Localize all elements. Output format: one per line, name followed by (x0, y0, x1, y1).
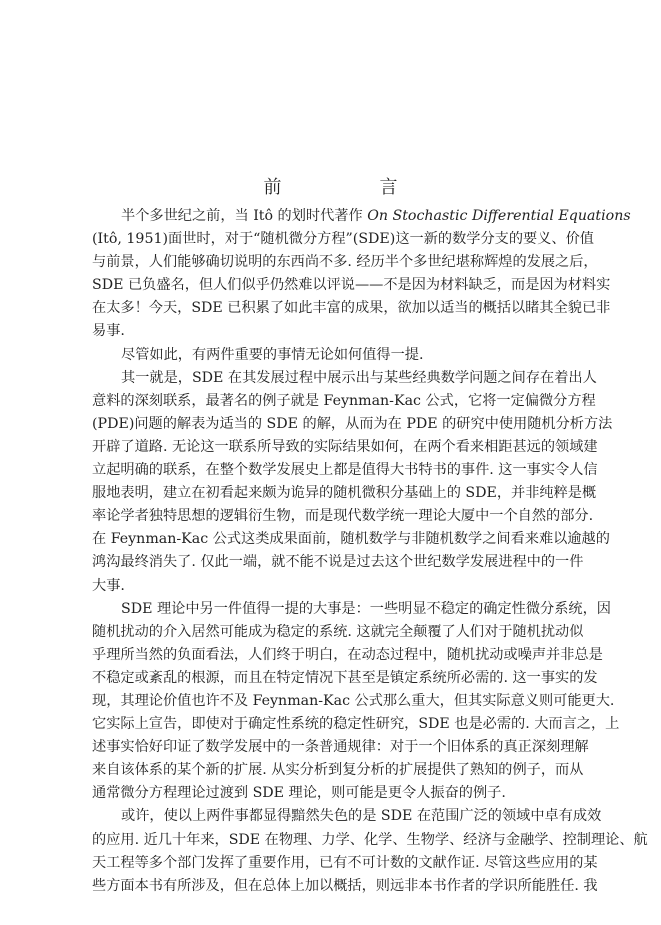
text-line: 尽管如此，有两件重要的事情无论如何值得一提. (121, 346, 424, 363)
text-line: 大事. (92, 577, 125, 594)
text-line: 乎理所当然的负面看法，人们终于明白，在动态过程中，随机扰动或噪声并非总是 (92, 646, 603, 663)
text-line: 在 Feynman-Kac 公式这类成果面前，随机数学与非随机数学之间看来难以逾越的 (92, 531, 610, 548)
text-line: 服地表明，建立在初看起来颇为诡异的随机微积分基础上的 SDE，并非纯粹是概 (92, 485, 597, 502)
text-segment: 半个多世纪之前，当 Itô 的划时代著作 (121, 208, 368, 224)
text-line: 些方面本书有所涉及，但在总体上加以概括，则远非本书作者的学识所能胜任. 我 (92, 877, 598, 894)
text-line: 在太多！今天，SDE 已积累了如此丰富的成果，欲加以适当的概括以睹其全貌已非 (92, 300, 611, 317)
text-line: 意料的深刻联系，最著名的例子就是 Feynman-Kac 公式，它将一定偏微分方程 (92, 392, 596, 409)
text-line: 天工程等多个部门发挥了重要作用，已有不可计数的文献作证. 尽管这些应用的某 (92, 854, 598, 871)
text-line: 易事. (92, 323, 125, 340)
text-line: SDE 理论中另一件值得一提的大事是：一些明显不稳定的确定性微分系统，因 (121, 600, 611, 617)
paragraph (92, 805, 648, 897)
text-line: 通常微分方程理论过渡到 SDE 理论，则可能是更令人振奋的例子. (92, 785, 506, 802)
text-line: 其一就是，SDE 在其发展过程中展示出与某些经典数学问题之间存在着出人 (121, 369, 597, 386)
paragraph (92, 205, 631, 344)
text-line: 率论学者独特思想的逻辑衍生物，而是现代数学统一理论大厦中一个自然的部分. (92, 508, 594, 525)
text-line: 或许，使以上两件事都显得黯然失色的是 SDE 在范围广泛的领域中卓有成效 (121, 808, 602, 825)
paragraph (92, 344, 578, 367)
text-line: 不稳定或紊乱的根源，而且在特定情况下甚至是镇定系统所必需的. 这一事实的发 (92, 669, 598, 686)
paragraph (92, 367, 613, 598)
preface-body (92, 205, 648, 898)
text-line: 述事实恰好印证了数学发展中的一条普通规律：对于一个旧体系的真正深刻理解 (92, 739, 589, 756)
text-line: 立起明确的联系，在整个数学发展史上都是值得大书特书的事件. 这一事实令人信 (92, 462, 598, 479)
text-line: 随机扰动的介入居然可能成为稳定的系统. 这就完全颠覆了人们对于随机扰动似 (92, 623, 584, 640)
text-line: 与前景，人们能够确切说明的东西尚不多. 经历半个多世纪堪称辉煌的发展之后， (92, 254, 598, 271)
page-title: 前 言 (263, 177, 438, 198)
text-line: 来自该体系的某个新的扩展. 从实分析到复分析的扩展提供了熟知的例子，而从 (92, 762, 584, 779)
text-line: 开辟了道路. 无论这一联系所导致的实际结果如何，在两个看来相距甚远的领域建 (92, 438, 598, 455)
book-title-italic: On Stochastic Differential Equations (367, 208, 631, 224)
text-line: 鸿沟最终消失了. 仅此一端，就不能不说是过去这个世纪数学发展进程中的一件 (92, 554, 584, 571)
text-line: 它实际上宣告，即使对于确定性系统的稳定性研究，SDE 也是必需的. 大而言之，上 (92, 716, 620, 733)
text-line: (Itô, 1951)面世时，对于“随机微分方程”(SDE)这一新的数学分支的要义、价值 (92, 231, 594, 248)
text-line: (PDE)问题的解表为适当的 SDE 的解，从而为在 PDE 的研究中使用随机分析方法 (92, 415, 613, 432)
text-line: 的应用. 近几十年来，SDE 在物理、力学、化学、生物学、经济与金融学、控制理论、航 (92, 831, 648, 848)
text-line: 现，其理论价值也许不及 Feynman-Kac 公式那么重大，但其实际意义则可能更大. (92, 692, 615, 709)
text-line: SDE 已负盛名，但人们似乎仍然难以评说——不是因为材料缺乏，而是因为材料实 (92, 277, 611, 294)
text-line (92, 205, 631, 228)
paragraph (92, 598, 620, 806)
